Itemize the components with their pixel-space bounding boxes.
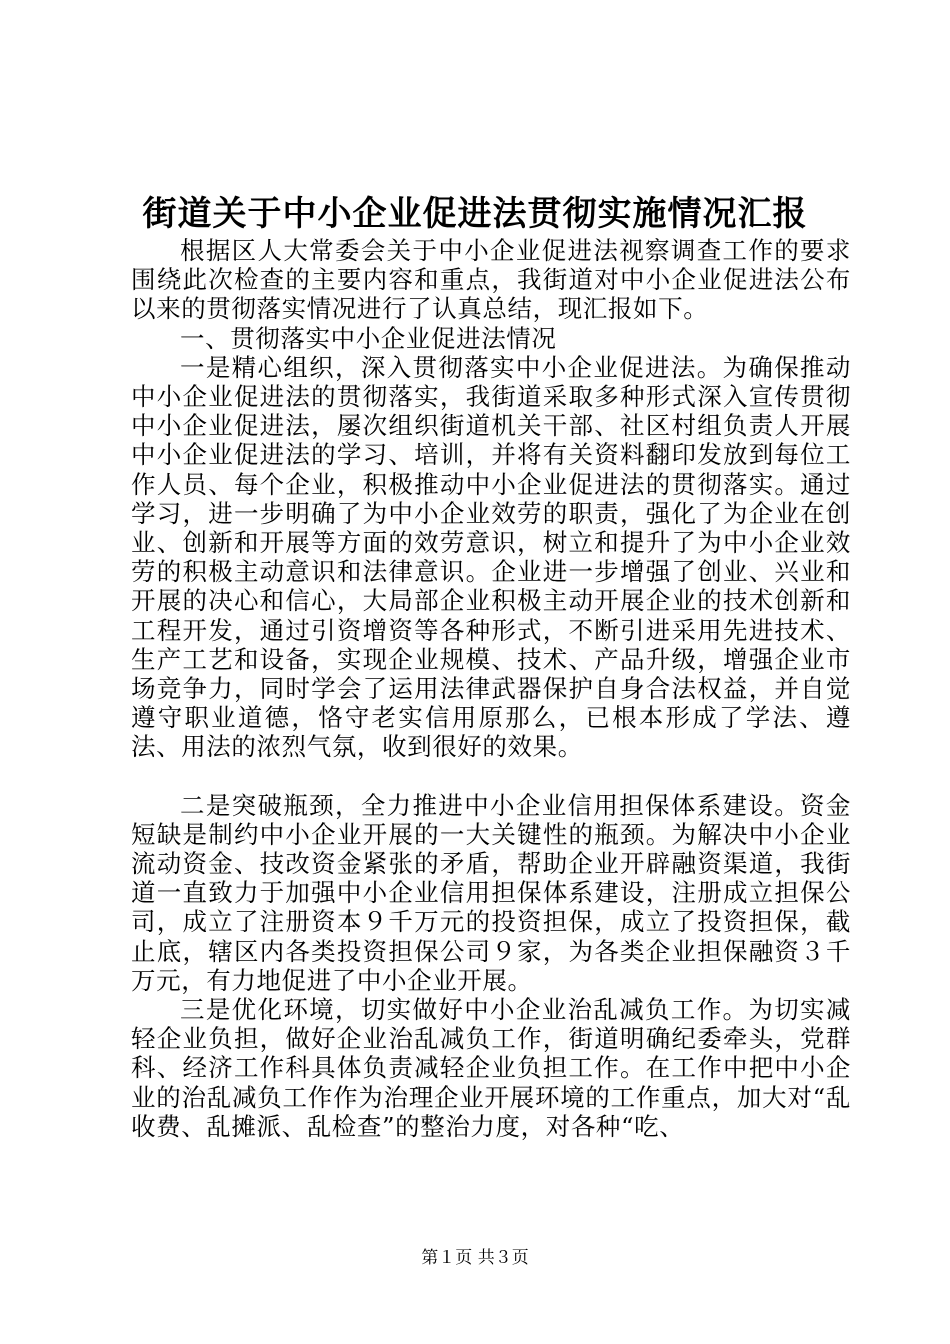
paragraph-intro: 根据区人大常委会关于中小企业促进法视察调查工作的要求围绕此次检查的主要内容和重点，我街道对中小企业促进法公布以来的贯彻落实情况进行了认真总结，现汇报如下。: [131, 236, 851, 324]
page-footer: 第１页 共３页: [421, 1248, 529, 1268]
document-title: 街道关于中小企业促进法贯彻实施情况汇报: [142, 194, 808, 234]
paragraph-point-two: 二是突破瓶颈，全力推进中小企业信用担保体系建设。资金短缺是制约中小企业开展的一大关键性的瓶颈。为解决中小企业流动资金、技改资金紧张的矛盾，帮助企业开辟融资渠道，我街道一直致力于加强中小企业信用担保体系建设，注册成立担保公司，成立了注册资本９千万元的投资担保，成立了投资担保，截止底，辖区内各类投资担保公司９家，为各类企业担保融资３千万元，有力地促进了中小企业开展。: [131, 790, 851, 995]
paragraph-point-one: 一是精心组织，深入贯彻落实中小企业促进法。为确保推动中小企业促进法的贯彻落实，我街道采取多种形式深入宣传贯彻中小企业促进法，屡次组织街道机关干部、社区村组负责人开展中小企业促进法的学习、培训，并将有关资料翻印发放到每位工作人员、每个企业，积极推动中小企业促进法的贯彻落实。通过学习，进一步明确了为中小企业效劳的职责，强化了为企业在创业、创新和开展等方面的效劳意识，树立和提升了为中小企业效劳的积极主动意识和法律意识。企业进一步增强了创业、兴业和开展的决心和信心，大局部企业积极主动开展企业的技术创新和工程开发，通过引资增资等各种形式，不断引进采用先进技术、生产工艺和设备，实现企业规模、技术、产品升级，增强企业市场竞争力，同时学会了运用法律武器保护自身合法权益，并自觉遵守职业道德，恪守老实信用原那么，已根本形成了学法、遵法、用法的浓烈气氛，收到很好的效果。: [131, 352, 851, 762]
document-body: [131, 236, 851, 1141]
paragraph-point-three: 三是优化环境，切实做好中小企业治乱减负工作。为切实减轻企业负担，做好企业治乱减负工作，街道明确纪委牵头，党群科、经济工作科具体负责减轻企业负担工作。在工作中把中小企业的治乱减负工作作为治理企业开展环境的工作重点，加大对“乱收费、乱摊派、乱检查”的整治力度，对各种“吃、: [131, 995, 851, 1141]
section-heading: 一、贯彻落实中小企业促进法情况: [180, 323, 557, 353]
